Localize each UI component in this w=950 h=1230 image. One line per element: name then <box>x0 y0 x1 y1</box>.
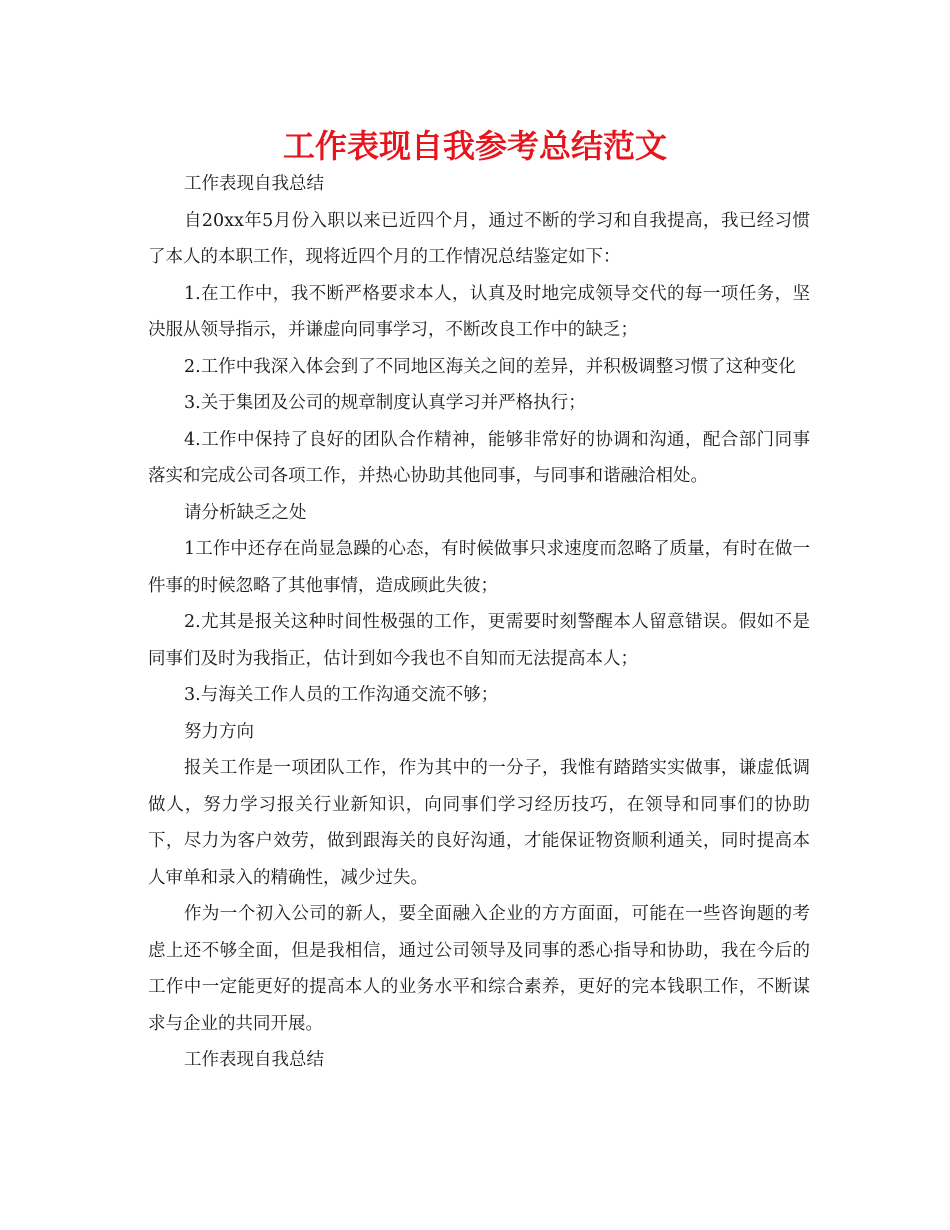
paragraph: 报关工作是一项团队工作，作为其中的一分子，我惟有踏踏实实做事，谦虚低调做人，努力学习报关行业新知识，向同事们学习经历技巧，在领导和同事们的协助下，尽力为客户效劳，做到跟海关的良好沟通，才能保证物资顺利通关，同时提高本人审单和录入的精确性，减少过失。 <box>148 758 810 888</box>
paragraph: 3.与海关工作人员的工作沟通交流不够； <box>184 685 499 705</box>
document-title: 工作表现自我参考总结范文 <box>282 127 667 165</box>
paragraph-heading: 工作表现自我总结 <box>184 174 324 194</box>
document-body <box>148 166 810 1079</box>
paragraph-heading: 努力方向 <box>184 721 254 742</box>
paragraph-heading: 请分析缺乏之处 <box>184 502 307 523</box>
paragraph: 2.尤其是报关这种时间性极强的工作，更需要时刻警醒本人留意错误。假如不是同事们及时为我指正，估计到如今我也不自知而无法提高本人； <box>148 612 810 669</box>
paragraph: 3.关于集团及公司的规章制度认真学习并严格执行； <box>184 393 586 413</box>
paragraph: 作为一个初入公司的新人，要全面融入企业的方方面面，可能在一些咨询题的考虑上还不够全面，但是我相信，通过公司领导及同事的悉心指导和协助，我在今后的工作中一定能更好的提高本人的业务水平和综合素养，更好的完本钱职工作，不断谋求与企业的共同开展。 <box>148 904 810 1034</box>
paragraph: 自20xx年5月份入职以来已近四个月，通过不断的学习和自我提高，我已经习惯了本人的本职工作，现将近四个月的工作情况总结鉴定如下： <box>148 210 810 267</box>
paragraph: 1工作中还存在尚显急躁的心态，有时候做事只求速度而忽略了质量，有时在做一件事的时候忽略了其他事情，造成顾此失彼； <box>148 539 810 596</box>
paragraph-heading: 工作表现自我总结 <box>184 1050 324 1070</box>
paragraph: 1.在工作中，我不断严格要求本人，认真及时地完成领导交代的每一项任务，坚决服从领导指示，并谦虚向同事学习，不断改良工作中的缺乏； <box>148 283 810 340</box>
paragraph: 2.工作中我深入体会到了不同地区海关之间的差异，并积极调整习惯了这种变化 <box>184 356 796 377</box>
paragraph: 4.工作中保持了良好的团队合作精神，能够非常好的协调和沟通，配合部门同事落实和完成公司各项工作，并热心协助其他同事，与同事和谐融洽相处。 <box>148 429 810 486</box>
